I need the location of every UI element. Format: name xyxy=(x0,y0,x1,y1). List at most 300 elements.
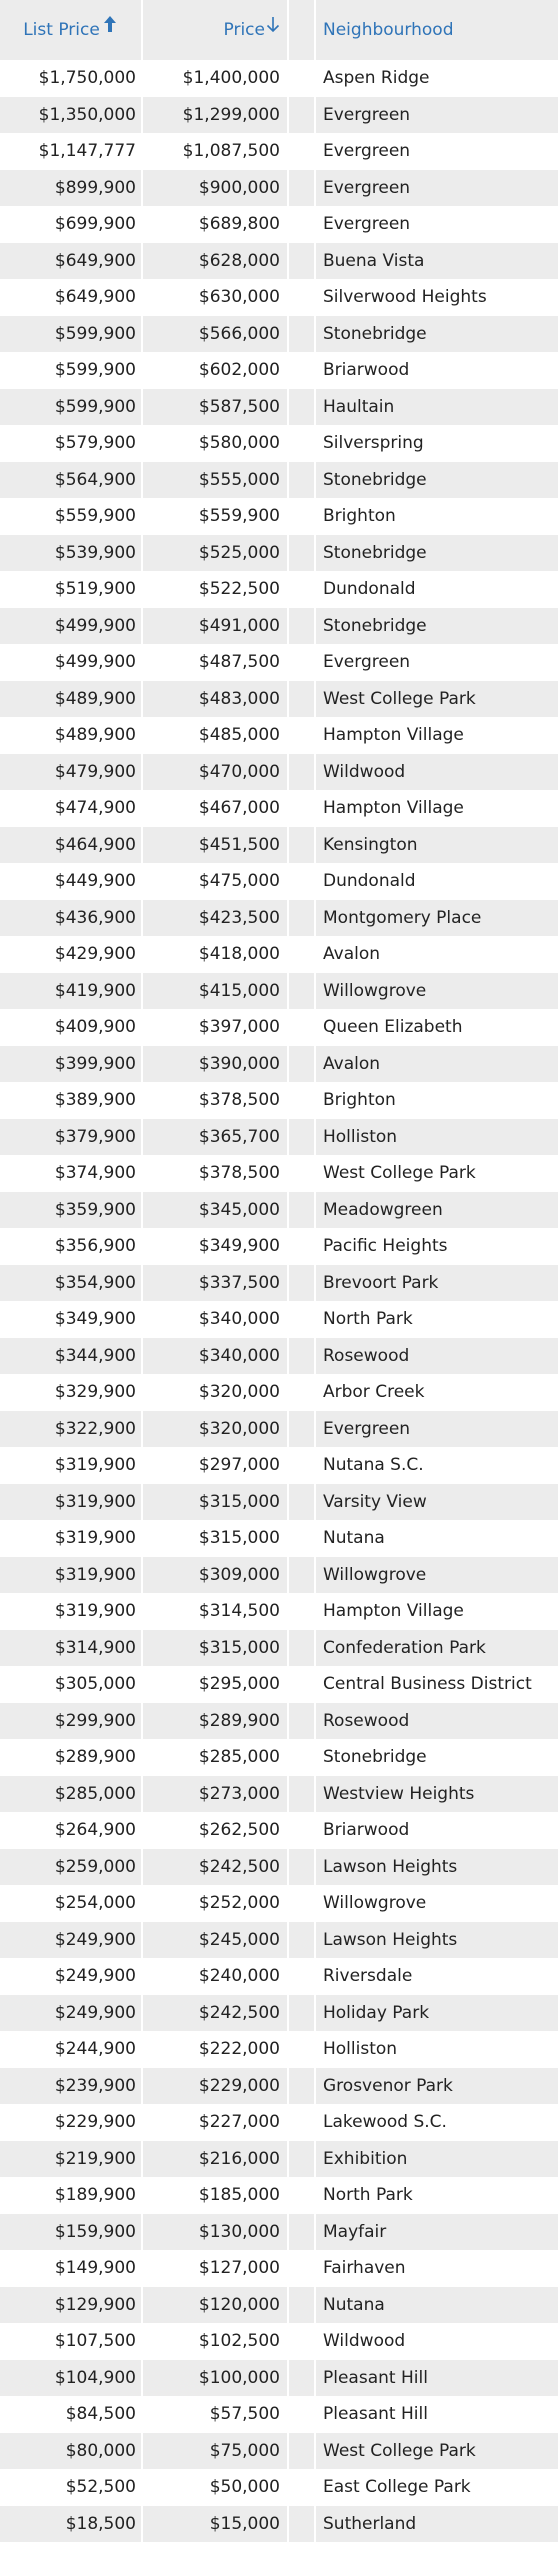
table-row xyxy=(0,2469,560,2506)
table-row xyxy=(0,2141,560,2178)
list-price-cell: $319,900 xyxy=(0,1520,143,1557)
table-row xyxy=(0,863,560,900)
list-price-cell: $319,900 xyxy=(0,1484,143,1521)
price-cell: $378,500 xyxy=(143,1082,289,1119)
table-row xyxy=(0,1082,560,1119)
spacer-cell xyxy=(289,1411,316,1448)
price-cell: $245,000 xyxy=(143,1922,289,1959)
price-cell: $485,000 xyxy=(143,717,289,754)
list-price-cell: $436,900 xyxy=(0,900,143,937)
table-row xyxy=(0,1666,560,1703)
price-cell: $340,000 xyxy=(143,1301,289,1338)
list-price-cell: $239,900 xyxy=(0,2068,143,2105)
neighbourhood-cell: Confederation Park xyxy=(316,1630,560,1667)
price-cell: $320,000 xyxy=(143,1374,289,1411)
list-price-cell: $244,900 xyxy=(0,2031,143,2068)
neighbourhood-cell: Brighton xyxy=(316,1082,560,1119)
spacer-cell xyxy=(289,2068,316,2105)
table-row xyxy=(0,1739,560,1776)
spacer-cell xyxy=(289,1630,316,1667)
neighbourhood-cell: Nutana xyxy=(316,1520,560,1557)
table-row xyxy=(0,462,560,499)
list-price-cell: $264,900 xyxy=(0,1812,143,1849)
neighbourhood-cell: Kensington xyxy=(316,827,560,864)
spacer-cell xyxy=(289,1338,316,1375)
table-row xyxy=(0,1411,560,1448)
price-cell: $345,000 xyxy=(143,1192,289,1229)
spacer-cell xyxy=(289,2250,316,2287)
spacer-cell xyxy=(289,1228,316,1265)
price-cell: $320,000 xyxy=(143,1411,289,1448)
neighbourhood-cell: East College Park xyxy=(316,2469,560,2506)
neighbourhood-cell: Hampton Village xyxy=(316,1593,560,1630)
neighbourhood-cell: Lawson Heights xyxy=(316,1849,560,1886)
spacer-cell xyxy=(289,1447,316,1484)
list-price-cell: $1,750,000 xyxy=(0,60,143,97)
spacer-cell xyxy=(289,133,316,170)
table-row xyxy=(0,1338,560,1375)
price-cell: $289,900 xyxy=(143,1703,289,1740)
spacer-cell xyxy=(289,425,316,462)
list-price-cell: $379,900 xyxy=(0,1119,143,1156)
price-cell: $475,000 xyxy=(143,863,289,900)
spacer-cell xyxy=(289,1009,316,1046)
neighbourhood-cell: Buena Vista xyxy=(316,243,560,280)
neighbourhood-cell: Haultain xyxy=(316,389,560,426)
neighbourhood-cell: Evergreen xyxy=(316,133,560,170)
list-price-cell: $249,900 xyxy=(0,1995,143,2032)
table-row xyxy=(0,900,560,937)
spacer-cell xyxy=(289,2469,316,2506)
price-cell: $50,000 xyxy=(143,2469,289,2506)
table-row xyxy=(0,352,560,389)
neighbourhood-cell: Brevoort Park xyxy=(316,1265,560,1302)
list-price-cell: $319,900 xyxy=(0,1593,143,1630)
spacer-cell xyxy=(289,1046,316,1083)
price-cell: $1,400,000 xyxy=(143,60,289,97)
list-price-cell: $249,900 xyxy=(0,1922,143,1959)
price-cell: $689,800 xyxy=(143,206,289,243)
list-price-cell: $519,900 xyxy=(0,571,143,608)
price-sort-link[interactable]: Price xyxy=(223,20,265,40)
table-row xyxy=(0,2214,560,2251)
table-row xyxy=(0,2068,560,2105)
neighbourhood-cell: Exhibition xyxy=(316,2141,560,2178)
neighbourhood-cell: North Park xyxy=(316,1301,560,1338)
price-cell: $314,500 xyxy=(143,1593,289,1630)
list-price-cell: $319,900 xyxy=(0,1557,143,1594)
neighbourhood-cell: Avalon xyxy=(316,1046,560,1083)
table-row xyxy=(0,608,560,645)
price-cell: $630,000 xyxy=(143,279,289,316)
price-cell: $222,000 xyxy=(143,2031,289,2068)
neighbourhood-cell: Mayfair xyxy=(316,2214,560,2251)
price-cell: $525,000 xyxy=(143,535,289,572)
list-price-cell: $18,500 xyxy=(0,2506,143,2543)
spacer-cell xyxy=(289,1520,316,1557)
list-price-cell: $599,900 xyxy=(0,352,143,389)
neighbourhood-cell: Dundonald xyxy=(316,863,560,900)
list-price-cell: $499,900 xyxy=(0,644,143,681)
list-price-cell: $409,900 xyxy=(0,1009,143,1046)
spacer-cell xyxy=(289,2433,316,2470)
neighbourhood-cell: Central Business District xyxy=(316,1666,560,1703)
table-row xyxy=(0,2104,560,2141)
spacer-cell xyxy=(289,827,316,864)
neighbourhood-cell: North Park xyxy=(316,2177,560,2214)
list-price-cell: $399,900 xyxy=(0,1046,143,1083)
spacer-cell xyxy=(289,2177,316,2214)
neighbourhood-cell: Pacific Heights xyxy=(316,1228,560,1265)
price-cell: $185,000 xyxy=(143,2177,289,2214)
neighbourhood-cell: Silverspring xyxy=(316,425,560,462)
table-row xyxy=(0,717,560,754)
spacer-cell xyxy=(289,462,316,499)
list-price-cell: $699,900 xyxy=(0,206,143,243)
list-price-cell: $219,900 xyxy=(0,2141,143,2178)
price-header[interactable] xyxy=(143,0,289,60)
price-cell: $566,000 xyxy=(143,316,289,353)
neighbourhood-cell: Stonebridge xyxy=(316,535,560,572)
spacer-cell xyxy=(289,936,316,973)
price-cell: $216,000 xyxy=(143,2141,289,2178)
price-cell: $365,700 xyxy=(143,1119,289,1156)
list-price-cell: $389,900 xyxy=(0,1082,143,1119)
price-cell: $102,500 xyxy=(143,2323,289,2360)
list-price-cell: $539,900 xyxy=(0,535,143,572)
spacer-cell xyxy=(289,206,316,243)
neighbourhood-cell: Nutana xyxy=(316,2287,560,2324)
neighbourhood-cell: Stonebridge xyxy=(316,316,560,353)
table-row xyxy=(0,60,560,97)
table-row xyxy=(0,827,560,864)
spacer-cell xyxy=(289,1703,316,1740)
price-cell: $390,000 xyxy=(143,1046,289,1083)
neighbourhood-cell: Avalon xyxy=(316,936,560,973)
list-price-cell: $314,900 xyxy=(0,1630,143,1667)
list-price-cell: $52,500 xyxy=(0,2469,143,2506)
neighbourhood-cell: Grosvenor Park xyxy=(316,2068,560,2105)
spacer-cell xyxy=(289,352,316,389)
table-row xyxy=(0,936,560,973)
table-row xyxy=(0,2360,560,2397)
list-price-cell: $649,900 xyxy=(0,279,143,316)
neighbourhood-cell: Pleasant Hill xyxy=(316,2396,560,2433)
neighbourhood-sort-link[interactable]: Neighbourhood xyxy=(323,20,454,40)
spacer-cell xyxy=(289,717,316,754)
table-row xyxy=(0,1228,560,1265)
spacer-cell xyxy=(289,2360,316,2397)
price-cell: $242,500 xyxy=(143,1849,289,1886)
table-row xyxy=(0,2323,560,2360)
table-row xyxy=(0,1447,560,1484)
spacer-cell xyxy=(289,1593,316,1630)
list-price-cell: $599,900 xyxy=(0,389,143,426)
price-cell: $491,000 xyxy=(143,608,289,645)
table-row xyxy=(0,1922,560,1959)
price-cell: $75,000 xyxy=(143,2433,289,2470)
list-price-cell: $254,000 xyxy=(0,1885,143,1922)
table-row xyxy=(0,206,560,243)
neighbourhood-cell: Varsity View xyxy=(316,1484,560,1521)
price-cell: $587,500 xyxy=(143,389,289,426)
list-price-cell: $305,000 xyxy=(0,1666,143,1703)
neighbourhood-cell: Meadowgreen xyxy=(316,1192,560,1229)
spacer-cell xyxy=(289,1666,316,1703)
neighbourhood-cell: Holliston xyxy=(316,1119,560,1156)
table-row xyxy=(0,535,560,572)
table-row xyxy=(0,644,560,681)
spacer-cell xyxy=(289,973,316,1010)
list-price-cell: $359,900 xyxy=(0,1192,143,1229)
price-cell: $315,000 xyxy=(143,1520,289,1557)
neighbourhood-cell: Hampton Village xyxy=(316,790,560,827)
spacer-cell xyxy=(289,1301,316,1338)
neighbourhood-cell: Dundonald xyxy=(316,571,560,608)
table-row xyxy=(0,1776,560,1813)
list-price-cell: $249,900 xyxy=(0,1958,143,1995)
list-price-cell: $344,900 xyxy=(0,1338,143,1375)
list-price-cell: $474,900 xyxy=(0,790,143,827)
arrow-down-icon xyxy=(266,0,280,58)
price-cell: $418,000 xyxy=(143,936,289,973)
spacer-cell xyxy=(289,1119,316,1156)
price-cell: $1,299,000 xyxy=(143,97,289,134)
spacer-cell xyxy=(289,754,316,791)
price-cell: $337,500 xyxy=(143,1265,289,1302)
price-cell: $628,000 xyxy=(143,243,289,280)
list-price-cell: $129,900 xyxy=(0,2287,143,2324)
price-cell: $100,000 xyxy=(143,2360,289,2397)
list-price-cell: $1,350,000 xyxy=(0,97,143,134)
spacer-cell xyxy=(289,243,316,280)
table-row xyxy=(0,1265,560,1302)
list-price-cell: $329,900 xyxy=(0,1374,143,1411)
table-row xyxy=(0,425,560,462)
price-cell: $555,000 xyxy=(143,462,289,499)
spacer-cell xyxy=(289,2323,316,2360)
spacer-cell xyxy=(289,170,316,207)
list-price-cell: $285,000 xyxy=(0,1776,143,1813)
price-cell: $423,500 xyxy=(143,900,289,937)
table-row xyxy=(0,1009,560,1046)
list-price-cell: $419,900 xyxy=(0,973,143,1010)
price-cell: $120,000 xyxy=(143,2287,289,2324)
neighbourhood-cell: Stonebridge xyxy=(316,1739,560,1776)
neighbourhood-cell: Silverwood Heights xyxy=(316,279,560,316)
list-price-cell: $429,900 xyxy=(0,936,143,973)
price-cell: $127,000 xyxy=(143,2250,289,2287)
table-row xyxy=(0,1520,560,1557)
list-price-cell: $356,900 xyxy=(0,1228,143,1265)
list-price-cell: $159,900 xyxy=(0,2214,143,2251)
table-row xyxy=(0,1703,560,1740)
spacer-cell xyxy=(289,1192,316,1229)
spacer-cell xyxy=(289,1995,316,2032)
table-row xyxy=(0,2177,560,2214)
price-cell: $285,000 xyxy=(143,1739,289,1776)
table-row xyxy=(0,571,560,608)
spacer-cell xyxy=(289,2287,316,2324)
table-row xyxy=(0,170,560,207)
list-price-cell: $649,900 xyxy=(0,243,143,280)
spacer-cell xyxy=(289,571,316,608)
spacer-cell xyxy=(289,790,316,827)
table-row xyxy=(0,790,560,827)
table-row xyxy=(0,1812,560,1849)
list-price-cell: $107,500 xyxy=(0,2323,143,2360)
table-row xyxy=(0,2396,560,2433)
price-cell: $559,900 xyxy=(143,498,289,535)
table-row xyxy=(0,1593,560,1630)
spacer-cell xyxy=(289,1082,316,1119)
neighbourhood-cell: Stonebridge xyxy=(316,608,560,645)
spacer-cell xyxy=(289,2214,316,2251)
price-cell: $252,000 xyxy=(143,1885,289,1922)
table-row xyxy=(0,133,560,170)
spacer-cell xyxy=(289,863,316,900)
price-cell: $315,000 xyxy=(143,1484,289,1521)
spacer-cell xyxy=(289,1557,316,1594)
table-row xyxy=(0,1849,560,1886)
neighbourhood-cell: Wildwood xyxy=(316,2323,560,2360)
neighbourhood-cell: Fairhaven xyxy=(316,2250,560,2287)
table-row xyxy=(0,498,560,535)
price-cell: $262,500 xyxy=(143,1812,289,1849)
neighbourhood-cell: Willowgrove xyxy=(316,1557,560,1594)
spacer-cell xyxy=(289,2506,316,2543)
list-price-cell: $449,900 xyxy=(0,863,143,900)
neighbourhood-header[interactable] xyxy=(316,0,560,60)
table-row xyxy=(0,681,560,718)
list-price-sort-link[interactable]: List Price xyxy=(23,20,100,40)
neighbourhood-cell: West College Park xyxy=(316,681,560,718)
spacer-cell xyxy=(289,2031,316,2068)
spacer-cell xyxy=(289,498,316,535)
price-cell: $580,000 xyxy=(143,425,289,462)
spacer-cell xyxy=(289,2396,316,2433)
price-cell: $240,000 xyxy=(143,1958,289,1995)
price-cell: $487,500 xyxy=(143,644,289,681)
list-price-header[interactable] xyxy=(0,0,143,60)
list-price-cell: $289,900 xyxy=(0,1739,143,1776)
price-cell: $1,087,500 xyxy=(143,133,289,170)
price-cell: $57,500 xyxy=(143,2396,289,2433)
table-row xyxy=(0,1484,560,1521)
spacer-cell xyxy=(289,1155,316,1192)
neighbourhood-cell: Montgomery Place xyxy=(316,900,560,937)
neighbourhood-cell: Evergreen xyxy=(316,97,560,134)
list-price-cell: $189,900 xyxy=(0,2177,143,2214)
table-row xyxy=(0,754,560,791)
table-row xyxy=(0,2287,560,2324)
table-row xyxy=(0,1958,560,1995)
table-row xyxy=(0,1301,560,1338)
neighbourhood-cell: Pleasant Hill xyxy=(316,2360,560,2397)
neighbourhood-cell: Willowgrove xyxy=(316,973,560,1010)
spacer-cell xyxy=(289,60,316,97)
spacer-cell xyxy=(289,681,316,718)
neighbourhood-cell: West College Park xyxy=(316,2433,560,2470)
neighbourhood-cell: Willowgrove xyxy=(316,1885,560,1922)
table-row xyxy=(0,1155,560,1192)
neighbourhood-cell: Evergreen xyxy=(316,170,560,207)
table-row xyxy=(0,2433,560,2470)
price-cell: $467,000 xyxy=(143,790,289,827)
price-cell: $297,000 xyxy=(143,1447,289,1484)
neighbourhood-cell: Queen Elizabeth xyxy=(316,1009,560,1046)
spacer-cell xyxy=(289,1885,316,1922)
price-cell: $483,000 xyxy=(143,681,289,718)
table-row xyxy=(0,1557,560,1594)
neighbourhood-cell: Evergreen xyxy=(316,206,560,243)
list-price-cell: $464,900 xyxy=(0,827,143,864)
price-cell: $470,000 xyxy=(143,754,289,791)
neighbourhood-cell: Evergreen xyxy=(316,1411,560,1448)
price-cell: $229,000 xyxy=(143,2068,289,2105)
neighbourhood-cell: Briarwood xyxy=(316,352,560,389)
spacer-cell xyxy=(289,644,316,681)
neighbourhood-cell: Holiday Park xyxy=(316,1995,560,2032)
spacer-cell xyxy=(289,279,316,316)
price-cell: $315,000 xyxy=(143,1630,289,1667)
table-row xyxy=(0,1995,560,2032)
spacer-cell xyxy=(289,1776,316,1813)
list-price-cell: $899,900 xyxy=(0,170,143,207)
spacer-cell xyxy=(289,1484,316,1521)
price-cell: $415,000 xyxy=(143,973,289,1010)
neighbourhood-cell: Riversdale xyxy=(316,1958,560,1995)
table-row xyxy=(0,2031,560,2068)
spacer-cell xyxy=(289,1849,316,1886)
spacer-cell xyxy=(289,1739,316,1776)
neighbourhood-cell: Wildwood xyxy=(316,754,560,791)
price-cell: $309,000 xyxy=(143,1557,289,1594)
price-cell: $130,000 xyxy=(143,2214,289,2251)
table-row xyxy=(0,1192,560,1229)
neighbourhood-cell: Nutana S.C. xyxy=(316,1447,560,1484)
list-price-cell: $80,000 xyxy=(0,2433,143,2470)
neighbourhood-cell: Evergreen xyxy=(316,644,560,681)
arrow-up-icon xyxy=(102,0,118,58)
spacer-cell xyxy=(289,1958,316,1995)
price-cell: $900,000 xyxy=(143,170,289,207)
table-row xyxy=(0,243,560,280)
spacer-cell xyxy=(289,1374,316,1411)
spacer-cell xyxy=(289,97,316,134)
spacer-cell xyxy=(289,1922,316,1959)
price-cell: $340,000 xyxy=(143,1338,289,1375)
list-price-cell: $579,900 xyxy=(0,425,143,462)
table-row xyxy=(0,1046,560,1083)
spacer-cell xyxy=(289,608,316,645)
list-price-cell: $479,900 xyxy=(0,754,143,791)
list-price-cell: $499,900 xyxy=(0,608,143,645)
table-row xyxy=(0,1885,560,1922)
list-price-cell: $149,900 xyxy=(0,2250,143,2287)
neighbourhood-cell: Aspen Ridge xyxy=(316,60,560,97)
table-row xyxy=(0,389,560,426)
spacer-cell xyxy=(289,389,316,426)
list-price-cell: $299,900 xyxy=(0,1703,143,1740)
table-row xyxy=(0,97,560,134)
neighbourhood-cell: Stonebridge xyxy=(316,462,560,499)
list-price-cell: $319,900 xyxy=(0,1447,143,1484)
spacer-cell xyxy=(289,535,316,572)
price-cell: $602,000 xyxy=(143,352,289,389)
spacer-cell xyxy=(289,316,316,353)
neighbourhood-cell: Arbor Creek xyxy=(316,1374,560,1411)
